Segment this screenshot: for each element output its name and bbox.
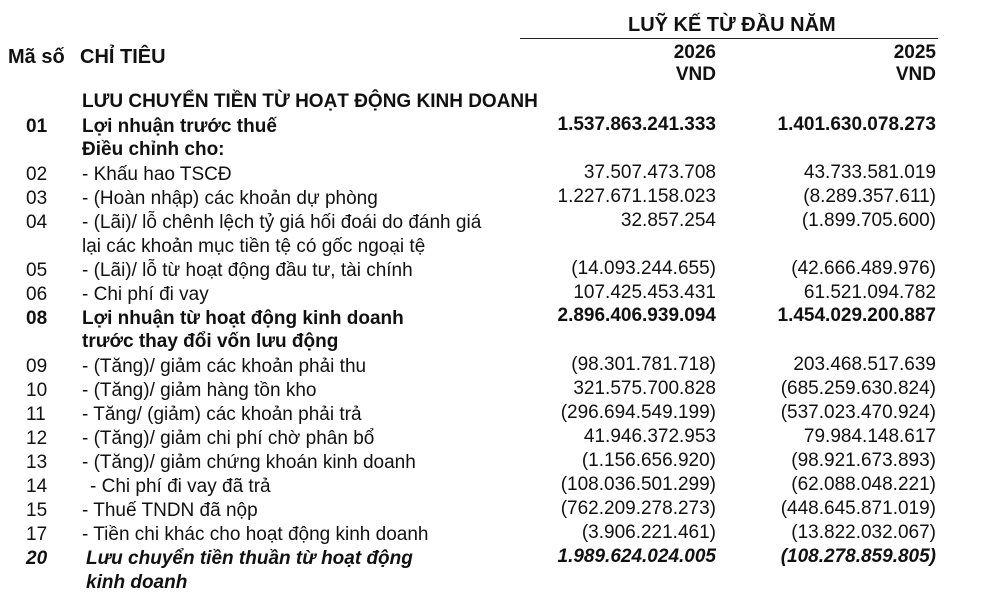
- row-14-value-2025: (62.088.048.221): [791, 474, 936, 495]
- row-15-label: - Thuế TNDN đã nộp: [82, 500, 258, 521]
- row-11-code: 11: [26, 404, 46, 425]
- column-header-unit-2025: VND: [895, 64, 936, 85]
- row-09-value-2026: (98.301.781.718): [571, 354, 716, 375]
- column-header-item: CHỈ TIÊU: [80, 46, 166, 68]
- row-05-code: 05: [26, 260, 48, 281]
- row-03-label: - (Hoàn nhập) các khoản dự phòng: [82, 188, 378, 209]
- column-header-code: Mã số: [8, 46, 65, 68]
- row-08-label: Lợi nhuận từ hoạt động kinh doanh: [82, 308, 404, 329]
- row-04-value-2025: (1.899.705.600): [801, 210, 936, 231]
- row-03-code: 03: [26, 188, 48, 209]
- row-06-value-2025: 61.521.094.782: [803, 282, 936, 303]
- row-02-code: 02: [26, 164, 48, 185]
- row-06-value-2026: 107.425.453.431: [573, 282, 716, 303]
- row-11-label: - Tăng/ (giảm) các khoản phải trả: [82, 404, 362, 425]
- group-title: LUỸ KẾ TỪ ĐẦU NĂM: [628, 14, 836, 36]
- row-01-value-2025: 1.401.630.078.273: [777, 114, 936, 135]
- column-header-year-2025: 2025: [893, 42, 936, 63]
- row-08-label-continued: trước thay đổi vốn lưu động: [82, 331, 339, 352]
- row-13-code: 13: [26, 452, 48, 473]
- row-10-label: - (Tăng)/ giảm hàng tồn kho: [82, 380, 317, 401]
- row-09-code: 09: [26, 356, 48, 377]
- section-title: LƯU CHUYỂN TIỀN TỪ HOẠT ĐỘNG KINH DOANH: [82, 91, 538, 112]
- row-13-value-2026: (1.156.656.920): [581, 450, 716, 471]
- group-title-rule: [520, 38, 938, 39]
- row-15-value-2025: (448.645.871.019): [780, 498, 936, 519]
- row-17-code: 17: [26, 524, 48, 545]
- row-12-value-2026: 41.946.372.953: [583, 426, 716, 447]
- row-08-value-2025: 1.454.029.200.887: [777, 305, 936, 326]
- row-06-label: - Chi phí đi vay: [82, 284, 209, 305]
- row-03-value-2026: 1.227.671.158.023: [557, 186, 716, 207]
- row-03-value-2025: (8.289.357.611): [803, 186, 936, 207]
- row-01-label: Lợi nhuận trước thuế: [82, 116, 277, 137]
- row-14-code: 14: [26, 476, 48, 497]
- row-08-value-2026: 2.896.406.939.094: [557, 305, 716, 326]
- row-17-value-2025: (13.822.032.067): [791, 522, 936, 543]
- row-10-value-2026: 321.575.700.828: [573, 378, 716, 399]
- row-09-value-2025: 203.468.517.639: [793, 354, 936, 375]
- row-15-code: 15: [26, 500, 48, 521]
- row-12-code: 12: [26, 428, 48, 449]
- row-20-label-continued: kinh doanh: [86, 572, 188, 593]
- row-20-value-2025: (108.278.859.805): [780, 546, 936, 567]
- row-14-value-2026: (108.036.501.299): [560, 474, 716, 495]
- row-04-label: - (Lãi)/ lỗ chênh lệch tỷ giá hối đoái do đánh giá: [82, 212, 482, 233]
- row-17-value-2026: (3.906.221.461): [581, 522, 716, 543]
- row-20-label: Lưu chuyển tiền thuần từ hoạt động: [86, 548, 413, 569]
- row-02-label: - Khấu hao TSCĐ: [82, 164, 232, 185]
- row-10-value-2025: (685.259.630.824): [780, 378, 936, 399]
- row-11-value-2026: (296.694.549.199): [560, 402, 716, 423]
- row-01-code: 01: [26, 116, 48, 137]
- column-header-year-2026: 2026: [673, 42, 716, 63]
- row-01-value-2026: 1.537.863.241.333: [557, 114, 716, 135]
- row-04-label-continued: lại các khoản mục tiền tệ có gốc ngoại tệ: [82, 236, 426, 257]
- column-header-unit-2026: VND: [675, 64, 716, 85]
- row-05-value-2025: (42.666.489.976): [791, 258, 936, 279]
- row-09-label: - (Tăng)/ giảm các khoản phải thu: [82, 356, 367, 377]
- row-14-label: - Chi phí đi vay đã trả: [90, 476, 271, 497]
- row-12-label: - (Tăng)/ giảm chi phí chờ phân bổ: [82, 428, 375, 449]
- row-10-code: 10: [26, 380, 48, 401]
- row-06-code: 06: [26, 284, 48, 305]
- row-02-value-2026: 37.507.473.708: [583, 162, 716, 183]
- row-17-label: - Tiền chi khác cho hoạt động kinh doanh: [82, 524, 429, 545]
- row-11-value-2025: (537.023.470.924): [780, 402, 936, 423]
- row-05-label: - (Lãi)/ lỗ từ hoạt động đầu tư, tài chính: [82, 260, 413, 281]
- row-20-value-2026: 1.989.624.024.005: [557, 546, 716, 567]
- row-05-value-2026: (14.093.244.655): [571, 258, 716, 279]
- row-13-label: - (Tăng)/ giảm chứng khoán kinh doanh: [82, 452, 416, 473]
- row-08-code: 08: [26, 308, 48, 329]
- row-04-code: 04: [26, 212, 48, 233]
- row-02-value-2025: 43.733.581.019: [803, 162, 936, 183]
- row-15-value-2026: (762.209.278.273): [560, 498, 716, 519]
- adjustments-label: Điều chỉnh cho:: [82, 139, 225, 160]
- row-04-value-2026: 32.857.254: [620, 210, 716, 231]
- row-20-code: 20: [26, 548, 48, 569]
- row-12-value-2025: 79.984.148.617: [803, 426, 936, 447]
- row-13-value-2025: (98.921.673.893): [791, 450, 936, 471]
